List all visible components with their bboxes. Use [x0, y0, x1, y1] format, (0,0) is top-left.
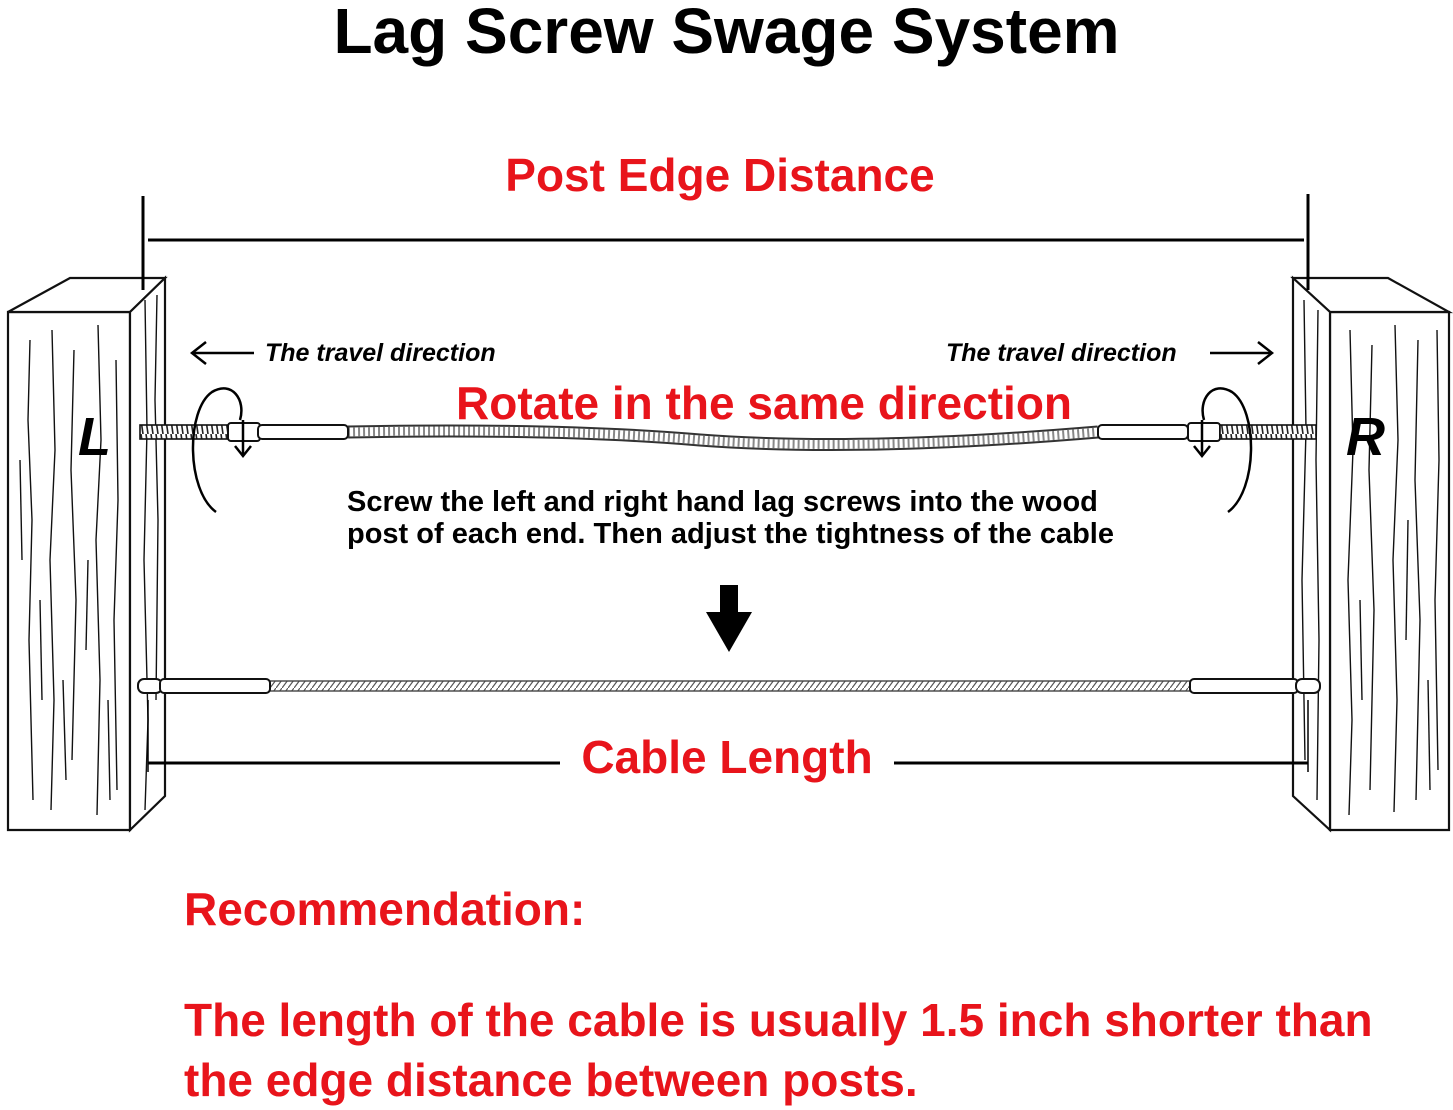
rotate-right-icon — [1194, 388, 1251, 512]
rotate-direction-label: Rotate in the same direction — [456, 377, 1073, 429]
post-edge-dimension — [143, 194, 1308, 290]
page-title: Lag Screw Swage System — [333, 0, 1120, 67]
recommendation-text: The length of the cable is usually 1.5 inch shorter than the edge distance between posts. — [184, 994, 1373, 1106]
travel-direction-right-label: The travel direction — [946, 339, 1177, 367]
left-post-label: L — [78, 407, 111, 467]
left-arrow-icon — [192, 342, 254, 364]
post-edge-distance-label: Post Edge Distance — [505, 149, 935, 201]
lower-cable-assembly — [138, 679, 1320, 693]
down-arrow-icon — [706, 585, 752, 652]
left-post — [8, 278, 165, 830]
travel-direction-left-label: The travel direction — [265, 339, 496, 367]
right-arrow-icon — [1210, 342, 1272, 364]
right-post-label: R — [1346, 407, 1385, 467]
cable-length-label: Cable Length — [560, 730, 894, 784]
right-post — [1293, 278, 1449, 830]
recommendation-heading: Recommendation: — [184, 883, 586, 935]
rotate-left-icon — [193, 388, 251, 512]
instruction-text: Screw the left and right hand lag screws into the wood post of each end. Then adjust the tightness of the cable — [347, 486, 1114, 550]
